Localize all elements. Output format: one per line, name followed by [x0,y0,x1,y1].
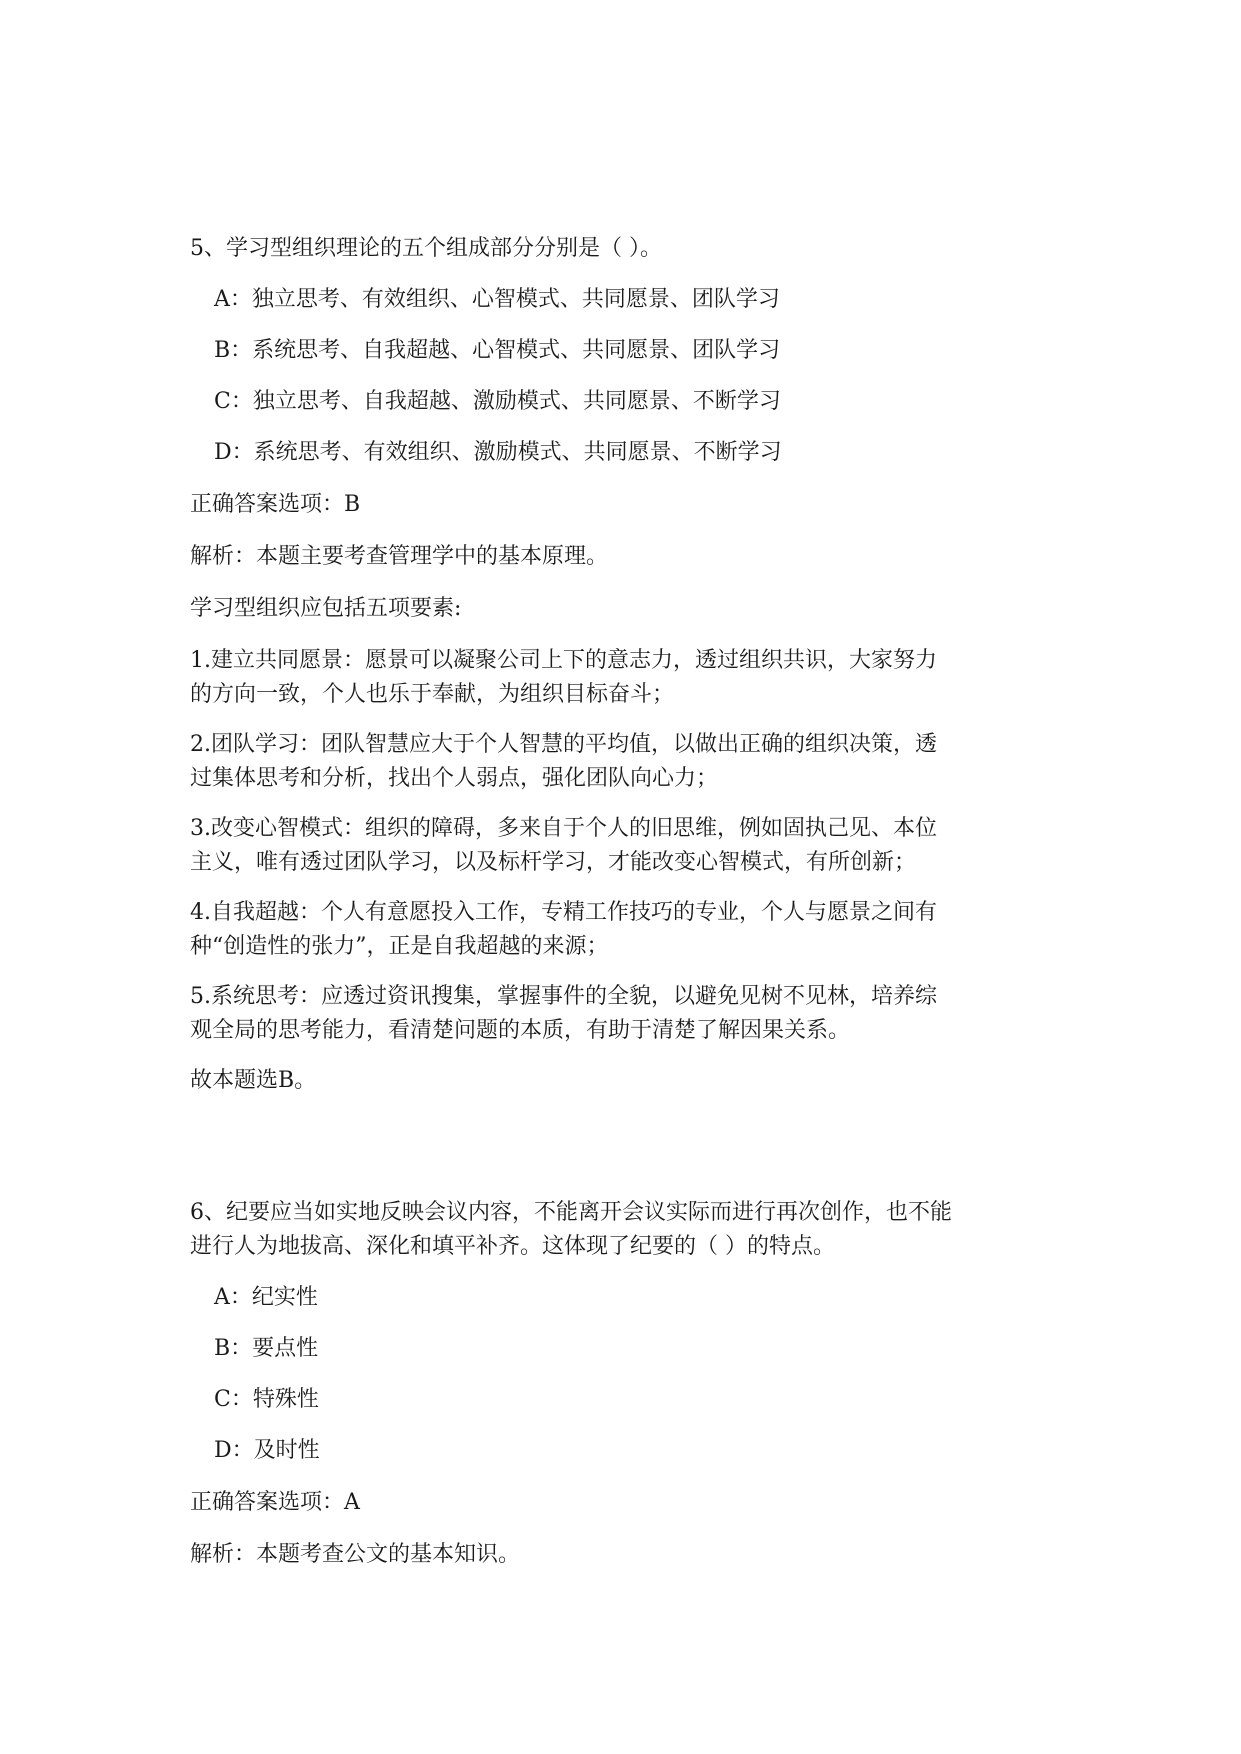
question-6 [190,1196,1070,1572]
point-line: 4.自我超越：个人有意愿投入工作，专精工作技巧的专业，个人与愿景之间有 [190,900,937,925]
question-6-analysis: 解析：本题考查公文的基本知识。 [190,1542,521,1567]
question-5-point-3 [190,812,1070,880]
point-line: 种“创造性的张力”，正是自我超越的来源； [190,934,609,959]
document-page [190,232,1070,1572]
question-5-option-b: B：系统思考、自我超越、心智模式、共同愿景、团队学习 [214,338,781,363]
question-5-analysis: 解析：本题主要考查管理学中的基本原理。 [190,544,609,569]
point-line: 主义，唯有透过团队学习，以及标杆学习，才能改变心智模式，有所创新； [190,850,917,875]
question-5-option-d: D：系统思考、有效组织、激励模式、共同愿景、不断学习 [214,440,782,465]
question-5-stem: 5、学习型组织理论的五个组成部分分别是（ ）。 [190,236,662,261]
point-line: 的方向一致，个人也乐于奉献，为组织目标奋斗； [190,682,675,707]
point-line: 观全局的思考能力，看清楚问题的本质，有助于清楚了解因果关系。 [190,1018,851,1043]
question-5-point-2 [190,728,1070,796]
question-6-answer: 正确答案选项：A [190,1490,360,1515]
question-6-option-b: B：要点性 [214,1336,319,1361]
point-line: 3.改变心智模式：组织的障碍，多来自于个人的旧思维，例如固执己见、本位 [190,816,937,841]
question-6-option-d: D：及时性 [214,1438,320,1463]
question-6-option-c: C：特殊性 [214,1387,319,1412]
question-6-option-a: A：纪实性 [214,1285,318,1310]
question-5-point-1 [190,644,1070,712]
question-5-option-c: C：独立思考、自我超越、激励模式、共同愿景、不断学习 [214,389,781,414]
point-line: 2.团队学习：团队智慧应大于个人智慧的平均值，以做出正确的组织决策，透 [190,732,937,757]
point-line: 1.建立共同愿景：愿景可以凝聚公司上下的意志力，透过组织共识，大家努力 [190,648,937,673]
point-line: 过集体思考和分析，找出个人弱点，强化团队向心力； [190,766,719,791]
question-5-answer: 正确答案选项：B [190,492,361,517]
question-5-conclusion: 故本题选B。 [190,1068,317,1093]
question-5-intro: 学习型组织应包括五项要素: [190,596,462,621]
question-6-stem-line: 6、纪要应当如实地反映会议内容，不能离开会议实际而进行再次创作，也不能 [190,1200,952,1225]
question-5-point-5 [190,980,1070,1048]
question-5 [190,232,1070,1098]
point-line: 5.系统思考：应透过资讯搜集，掌握事件的全貌，以避免见树不见林，培养综 [190,984,937,1009]
question-6-stem-line: 进行人为地拔高、深化和填平补齐。这体现了纪要的（ ）的特点。 [190,1234,835,1259]
question-5-option-a: A：独立思考、有效组织、心智模式、共同愿景、团队学习 [214,287,780,312]
question-5-point-4 [190,896,1070,964]
